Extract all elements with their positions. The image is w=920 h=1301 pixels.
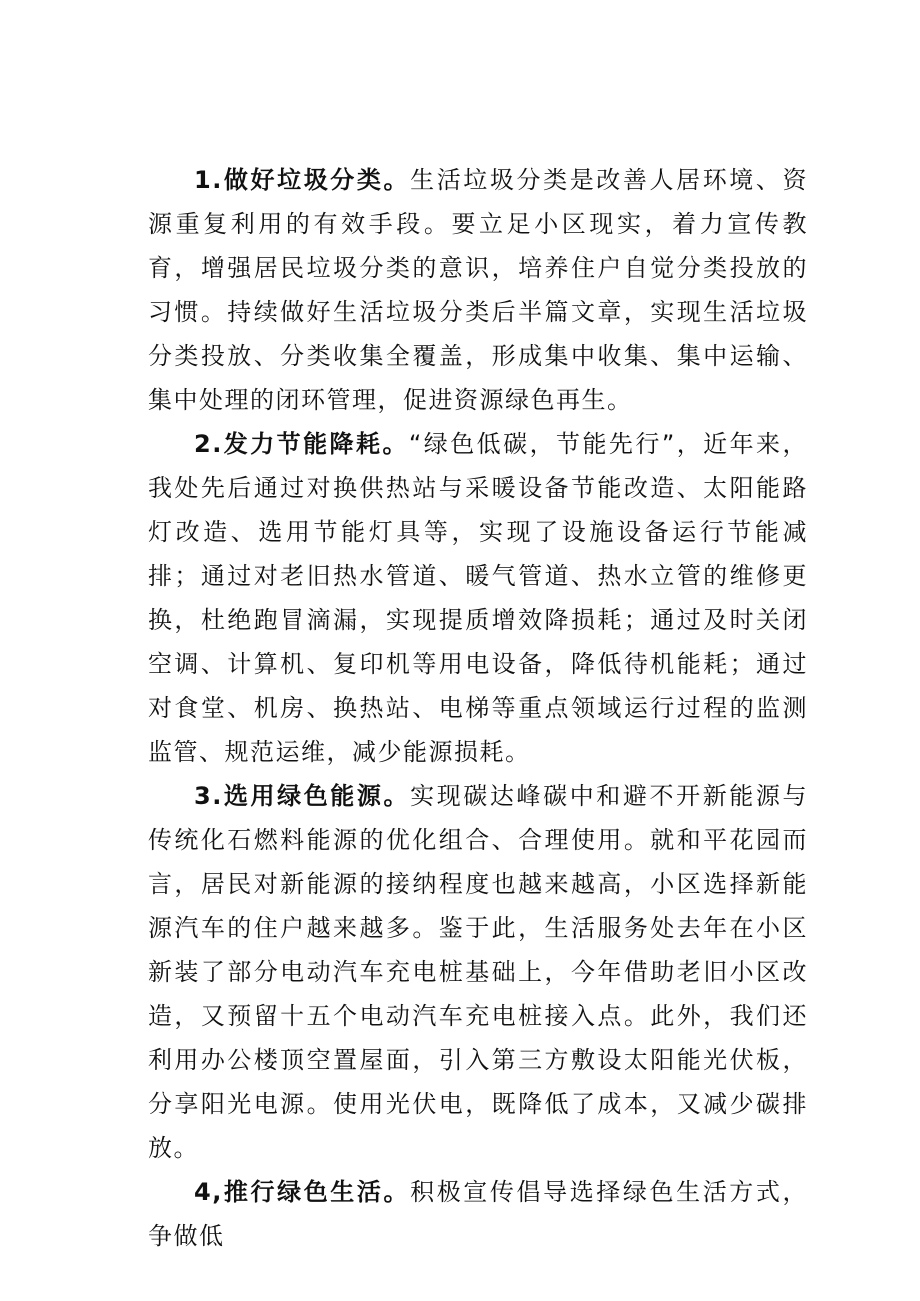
paragraph-body: 生活垃圾分类是改善人居环境、资源重复利用的有效手段。要立足小区现实，着力宣传教育，增强居民垃圾分类的意识，培养住户自觉分类投放的习惯。持续做好生活垃圾分类后半篇文章，实现生活垃圾分类投放、分类收集全覆盖，形成集中收集、集中运输、集中处理的闭环管理，促进资源绿色再生。 [148,166,808,414]
paragraph-energy-saving [148,422,808,774]
paragraph-body: “绿色低碳，节能先行”，近年来，我处先后通过对换供热站与采暖设备节能改造、太阳能路灯改造、选用节能灯具等，实现了设施设备运行节能减排；通过对老旧热水管道、暖气管道、热水立管的维修更换，杜绝跑冒滴漏，实现提质增效降损耗；通过及时关闭空调、计算机、复印机等用电设备，降低待机能耗；通过对食堂、机房、换热站、电梯等重点领域运行过程的监测监管、规范运维，减少能源损耗。 [148,430,808,766]
paragraph-green-living [148,1170,808,1258]
paragraph-body: 实现碳达峰碳中和避不开新能源与传统化石燃料能源的优化组合、合理使用。就和平花园而言，居民对新能源的接纳程度也越来越高，小区选择新能源汽车的住户越来越多。鉴于此，生活服务处去年在小区新装了部分电动汽车充电桩基础上，今年借助老旧小区改造，又预留十五个电动汽车充电桩接入点。此外，我们还利用办公楼顶空置屋面，引入第三方敷设太阳能光伏板，分享阳光电源。使用光伏电，既降低了成本，又减少碳排放。 [148,782,808,1162]
paragraph-heading: 4,推行绿色生活。 [194,1178,411,1206]
paragraph-body: 积极宣传倡导选择绿色生活方式，争做低 [148,1178,808,1250]
paragraph-waste-sorting [148,158,808,422]
paragraph-green-energy [148,774,808,1170]
paragraph-heading: 2.发力节能降耗。 [194,430,409,458]
paragraph-heading: 1.做好垃圾分类。 [194,166,411,194]
document-page [148,158,808,1258]
paragraph-heading: 3.选用绿色能源。 [194,782,411,810]
